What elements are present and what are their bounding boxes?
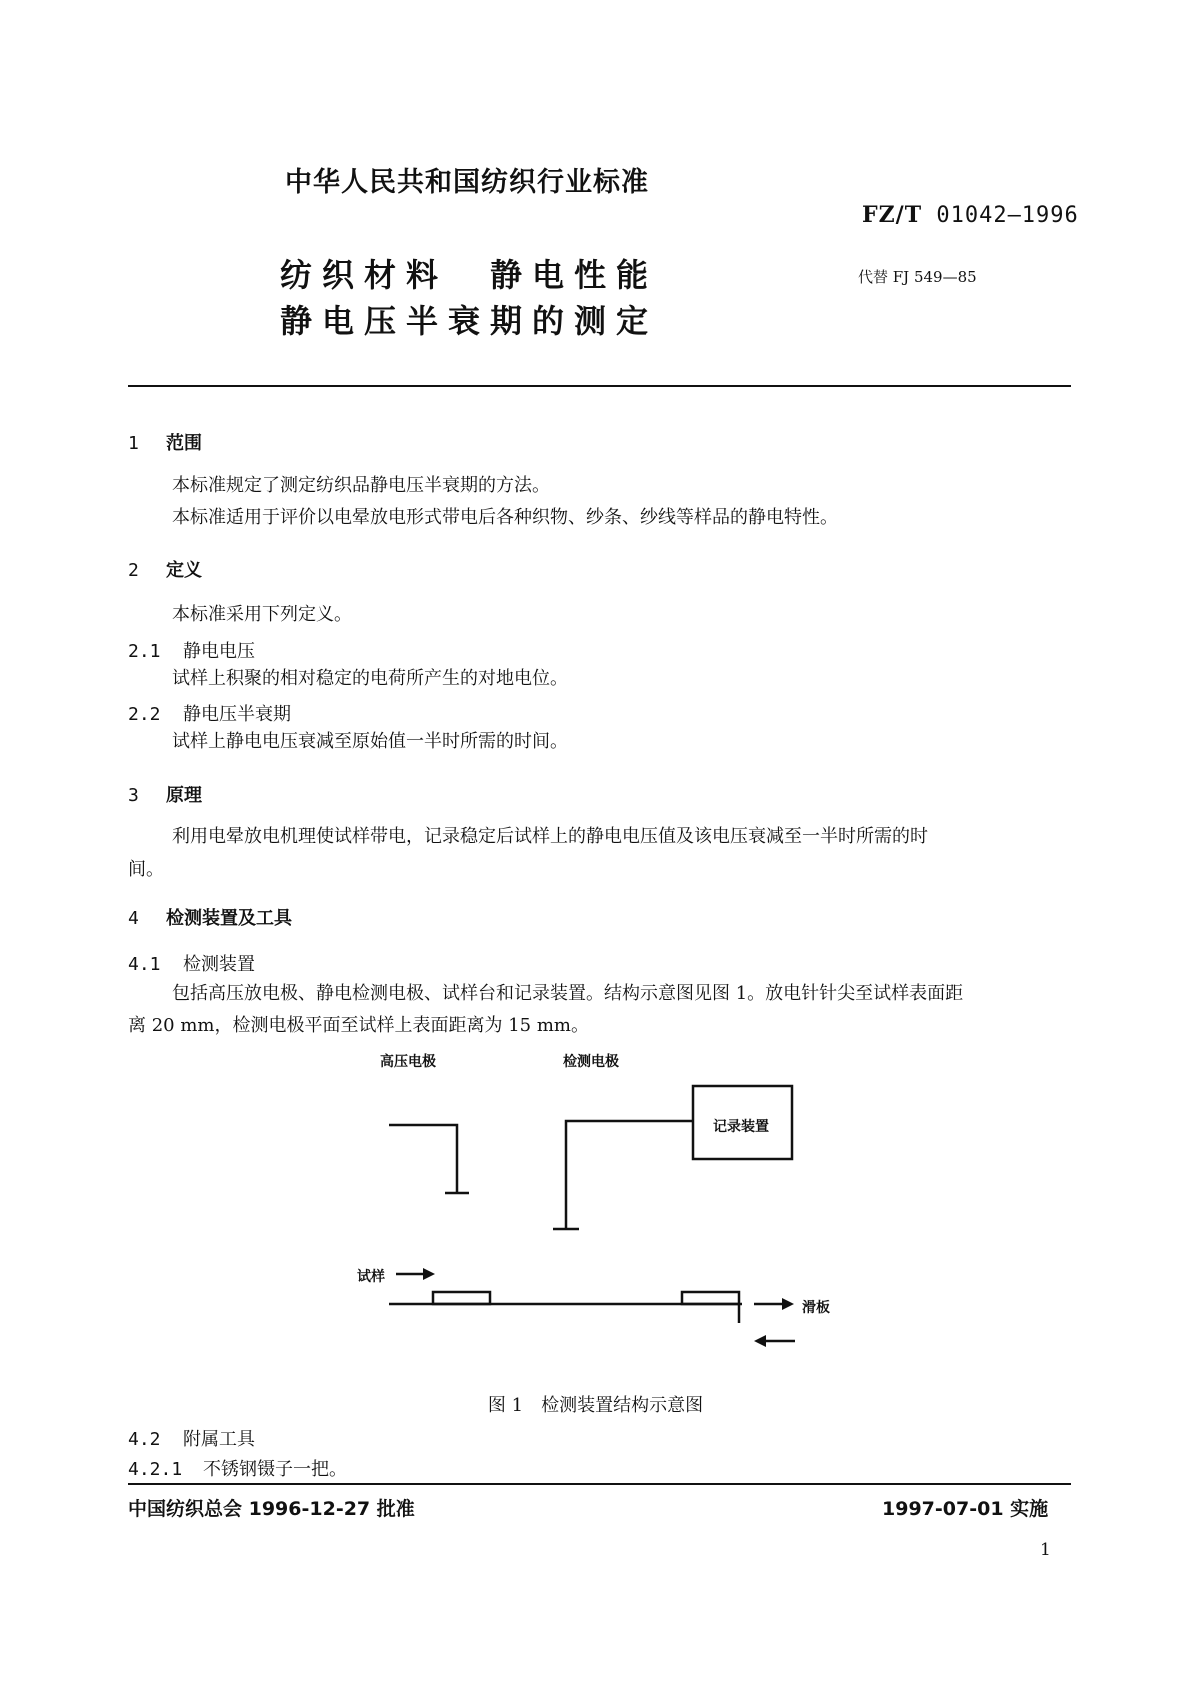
- detect-electrode: [566, 1121, 693, 1228]
- implementation-date: 1997-07-01 实施: [882, 1498, 1049, 1520]
- document-title-line1: 纺织材料 静电性能: [280, 256, 659, 294]
- subsection-4-1-title: 4.1 检测装置: [128, 954, 255, 975]
- page-number: 1: [1040, 1540, 1051, 1560]
- section-1-paragraph-1: 本标准规定了测定纺织品静电压半衰期的方法。: [172, 475, 550, 496]
- slide-arrow-right-head: [782, 1298, 794, 1310]
- section-1-paragraph-2: 本标准适用于评价以电晕放电形式带电后各种织物、纱条、纱线等样品的静电特性。: [172, 507, 838, 528]
- hv-electrode: [389, 1125, 457, 1192]
- item-4-2-1: 4.2.1 不锈钢镊子一把。: [128, 1459, 347, 1480]
- recorder-box: [693, 1086, 792, 1159]
- specimen-arrow-head: [423, 1268, 435, 1280]
- section-2-paragraph-1: 本标准采用下列定义。: [172, 604, 352, 625]
- figure-caption: 图 1 检测装置结构示意图: [487, 1395, 704, 1416]
- figure-label-detect-electrode: 检测电极: [563, 1054, 619, 1070]
- footer-divider: [128, 1483, 1071, 1485]
- organization-title: 中华人民共和国纺织行业标准: [285, 167, 649, 198]
- section-3-paragraph-line1: 利用电晕放电机理使试样带电，记录稳定后试样上的静电电压值及该电压衰减至一半时所需的时: [172, 826, 928, 847]
- definition-2-2-term: 2.2 静电压半衰期: [128, 704, 291, 725]
- standard-code-number: 01042—1996: [922, 203, 1079, 228]
- subsection-4-1-paragraph-line1: 包括高压放电极、静电检测电极、试样台和记录装置。结构示意图见图 1。放电针针尖至试样表面距: [172, 983, 964, 1004]
- section-4-heading: 4 检测装置及工具: [128, 908, 292, 929]
- section-2-heading: 2 定义: [128, 560, 202, 581]
- section-3-heading: 3 原理: [128, 785, 202, 806]
- standard-code-prefix: FZ/T: [862, 202, 923, 228]
- definition-2-1-text: 试样上积聚的相对稳定的电荷所产生的对地电位。: [172, 668, 568, 689]
- figure-label-recorder: 记录装置: [713, 1119, 769, 1135]
- definition-2-1-term: 2.1 静电电压: [128, 641, 255, 662]
- approval-note: 中国纺织总会 1996-12-27 批准: [128, 1498, 415, 1520]
- replaces-note: 代替 FJ 549—85: [858, 268, 977, 286]
- document-title-line2: 静电压半衰期的测定: [280, 302, 659, 340]
- definition-2-2-text: 试样上静电电压衰减至原始值一半时所需的时间。: [172, 731, 568, 752]
- specimen-left: [433, 1292, 490, 1304]
- subsection-4-1-paragraph-line2: 离 20 mm，检测电极平面至试样上表面距离为 15 mm。: [128, 1015, 589, 1036]
- figure-label-hv-electrode: 高压电极: [380, 1054, 436, 1070]
- figure-label-slide: 滑板: [802, 1300, 830, 1316]
- subsection-4-2-title: 4.2 附属工具: [128, 1429, 255, 1450]
- slide-arrow-left-head: [754, 1335, 766, 1347]
- figure-label-specimen: 试样: [357, 1269, 385, 1285]
- specimen-right: [682, 1292, 739, 1304]
- section-1-heading: 1 范围: [128, 433, 202, 454]
- section-3-paragraph-line2: 间。: [128, 859, 164, 880]
